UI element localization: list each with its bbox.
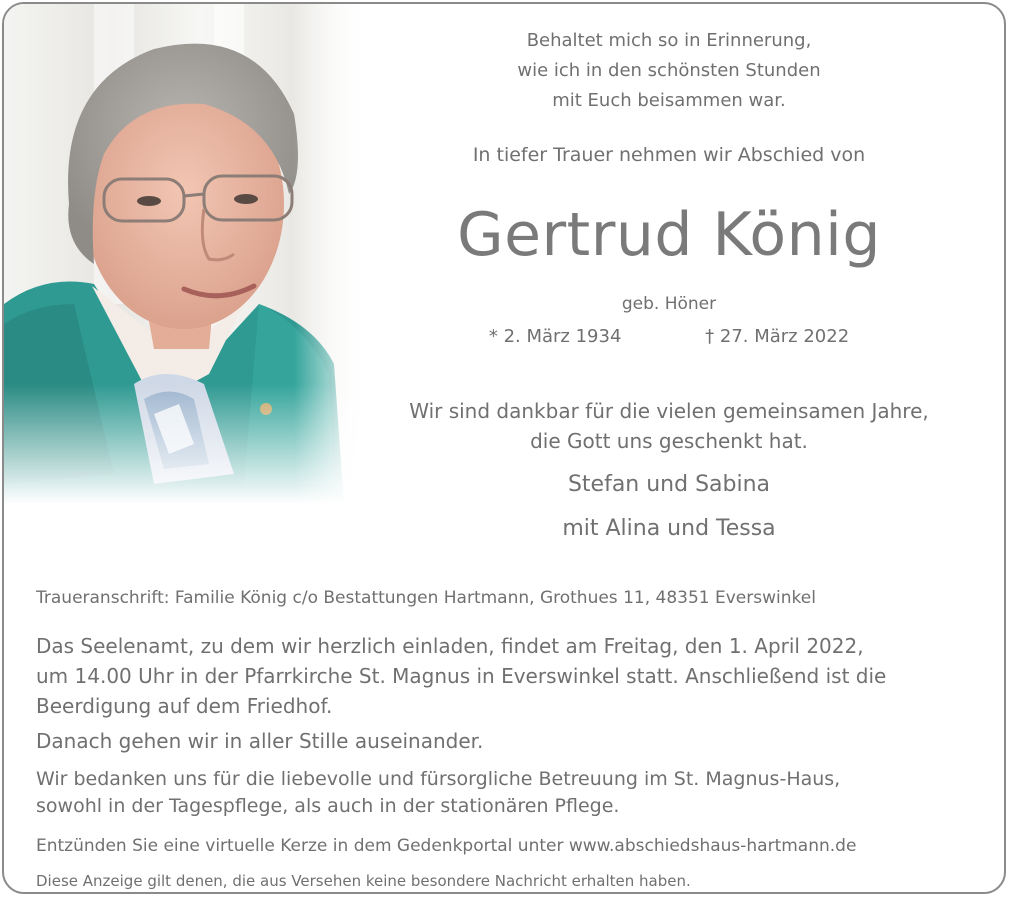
birth-date: * 2. März 1934 — [488, 326, 622, 347]
farewell-intro: In tiefer Trauer nehmen wir Abschied von — [472, 144, 866, 166]
gratitude-line: Wir sind dankbar für die vielen gemeinsamen Jahre, — [409, 399, 929, 423]
service-info — [36, 631, 986, 721]
afterwards-text: Danach gehen wir in aller Stille auseinander. — [36, 729, 484, 753]
obituary-card — [2, 2, 1006, 894]
service-line: Das Seelenamt, zu dem wir herzlich einladen, findet am Freitag, den 1. April 2022, — [36, 634, 864, 658]
verse-line: Behaltet mich so in Erinnerung, — [526, 30, 812, 51]
portrait-photo — [4, 4, 364, 504]
verse-line: mit Euch beisammen war. — [552, 90, 786, 111]
service-line: Beerdigung auf dem Friedhof. — [36, 694, 333, 718]
care-thanks — [36, 766, 986, 820]
service-line: um 14.00 Uhr in der Pfarrkirche St. Magnus in Everswinkel statt. Anschließend ist die — [36, 664, 887, 688]
memorial-portal-text: Entzünden Sie eine virtuelle Kerze in dem Gedenkportal unter www.abschiedshaus-hartmann.de — [36, 836, 857, 856]
memorial-verse — [349, 26, 989, 116]
mourning-address: Traueranschrift: Familie König c/o Bestattungen Hartmann, Grothues 11, 48351 Everswinkel — [36, 588, 816, 608]
care-line: Wir bedanken uns für die liebevolle und fürsorgliche Betreuung im St. Magnus-Haus, — [36, 768, 841, 790]
gratitude-text — [349, 396, 989, 456]
family-line-2: mit Alina und Tessa — [562, 516, 776, 541]
life-dates — [349, 326, 989, 347]
care-line: sowohl in der Tagespflege, als auch in der stationären Pflege. — [36, 795, 620, 817]
family-line-1: Stefan und Sabina — [567, 472, 771, 497]
notice-text: Diese Anzeige gilt denen, die aus Versehen keine besondere Nachricht erhalten haben. — [36, 872, 691, 890]
death-date: † 27. März 2022 — [705, 326, 850, 347]
deceased-name: Gertrud König — [457, 200, 881, 270]
verse-line: wie ich in den schönsten Stunden — [517, 60, 821, 81]
maiden-name: geb. Höner — [621, 294, 717, 314]
gratitude-line: die Gott uns geschenkt hat. — [530, 429, 808, 453]
